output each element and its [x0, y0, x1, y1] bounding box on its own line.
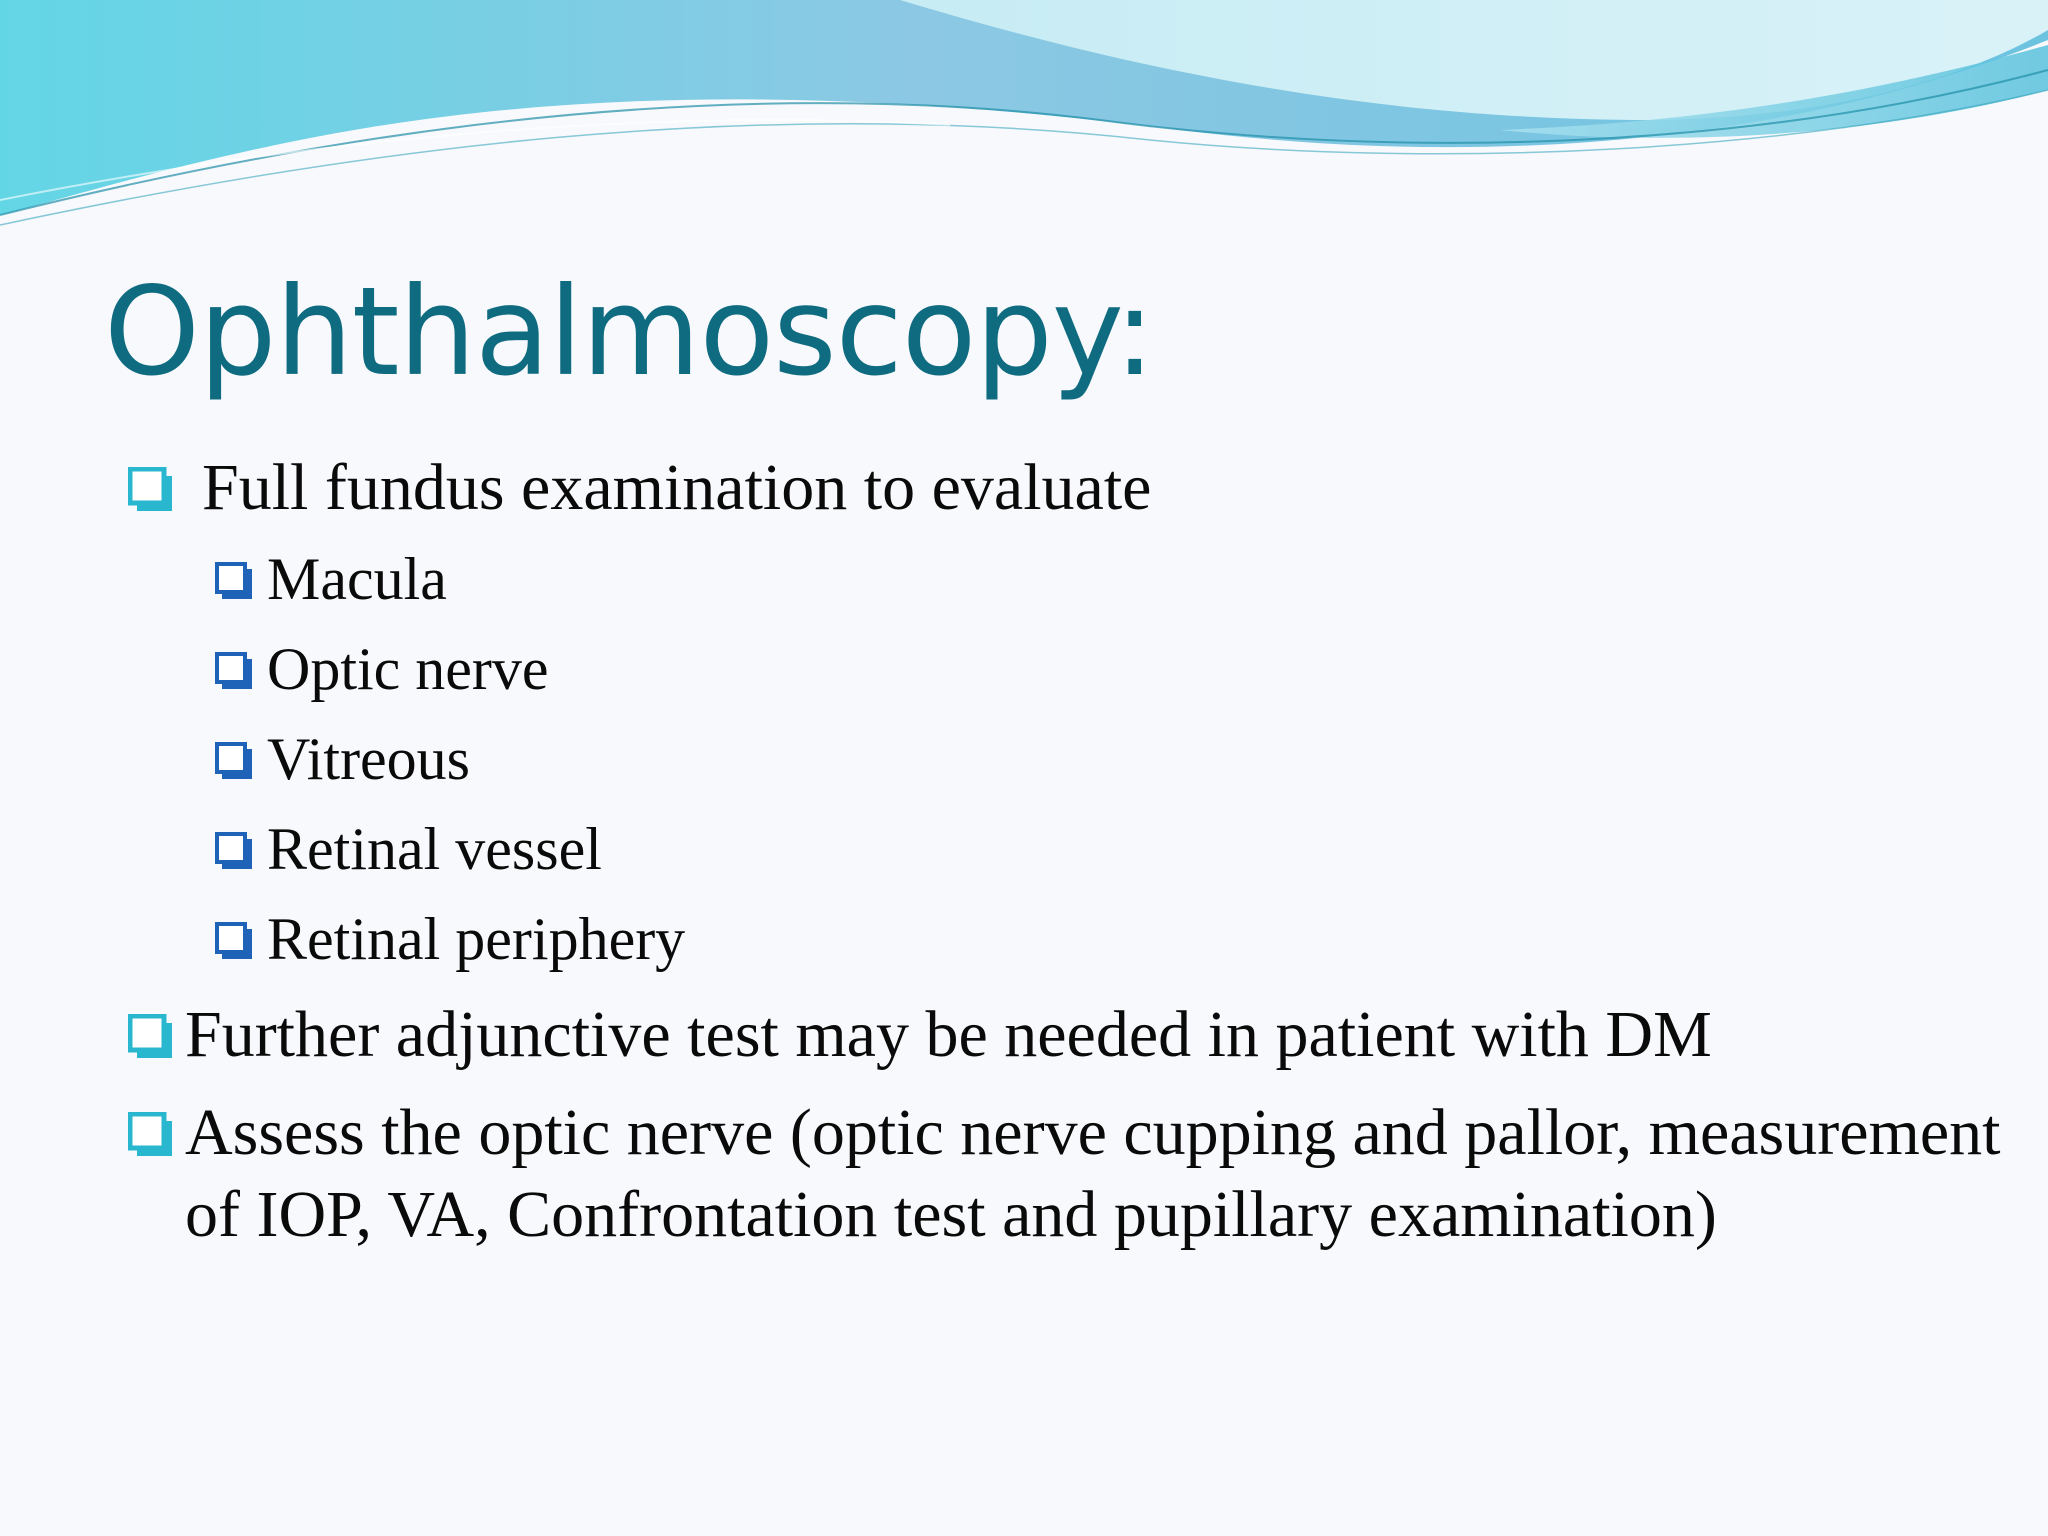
sub-list-item	[215, 543, 447, 615]
sub-list-item	[215, 633, 549, 705]
checkbox-square-icon	[128, 467, 174, 513]
checkbox-square-icon	[215, 562, 253, 600]
list-item	[128, 994, 1712, 1076]
sub-list-item	[215, 903, 685, 975]
checkbox-square-icon	[215, 652, 253, 690]
checkbox-square-icon	[215, 832, 253, 870]
checkbox-square-icon	[215, 742, 253, 780]
sub-bullet-text: Macula	[267, 546, 447, 612]
sub-bullet-text: Optic nerve	[267, 636, 549, 702]
sub-bullet-text: Vitreous	[267, 726, 471, 792]
bullet-text: Further adjunctive test may be needed in patient with DM	[185, 998, 1712, 1071]
sub-list-item	[215, 813, 602, 885]
sub-list-item	[215, 723, 470, 795]
bullet-text: Assess the optic nerve (optic nerve cupping and pallor, measurement of IOP, VA, Confrontation test and pupillary examination)	[185, 1096, 2001, 1251]
checkbox-square-icon	[128, 1014, 174, 1060]
bullet-text: Full fundus examination to evaluate	[202, 451, 1152, 524]
sub-bullet-text: Retinal vessel	[267, 816, 602, 882]
list-item	[128, 1092, 2045, 1256]
checkbox-square-icon	[215, 922, 253, 960]
checkbox-square-icon	[128, 1112, 174, 1158]
list-item	[128, 447, 1151, 529]
slide-title: Ophthalmoscopy:	[104, 261, 1155, 403]
sub-bullet-text: Retinal periphery	[267, 906, 686, 972]
